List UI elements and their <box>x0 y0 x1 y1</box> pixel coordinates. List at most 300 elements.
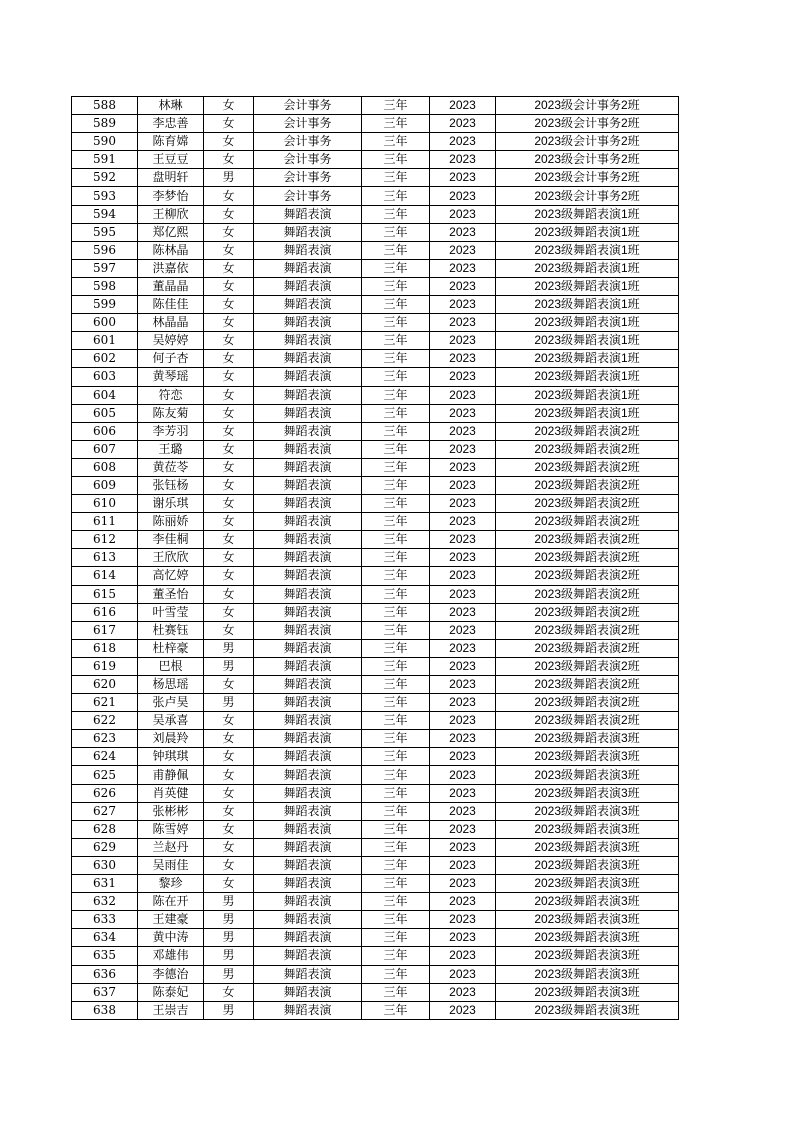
student-number-cell: 590 <box>72 133 138 151</box>
student-name-cell: 叶雪莹 <box>138 603 204 621</box>
table-row <box>72 513 679 531</box>
major-cell: 舞蹈表演 <box>254 368 362 386</box>
student-number-cell: 611 <box>72 513 138 531</box>
student-name-cell: 陈在开 <box>138 893 204 911</box>
enrollment-year-cell: 2023 <box>430 422 496 440</box>
table-row <box>72 531 679 549</box>
class-name-cell: 2023级舞蹈表演1班 <box>496 368 679 386</box>
student-number-cell: 624 <box>72 748 138 766</box>
student-name-cell: 王豆豆 <box>138 151 204 169</box>
enrollment-year-cell: 2023 <box>430 223 496 241</box>
table-row <box>72 748 679 766</box>
major-cell: 舞蹈表演 <box>254 350 362 368</box>
enrollment-year-cell: 2023 <box>430 277 496 295</box>
class-name-cell: 2023级舞蹈表演1班 <box>496 350 679 368</box>
student-name-cell: 郑亿熙 <box>138 223 204 241</box>
student-name-cell: 李忠善 <box>138 115 204 133</box>
student-name-cell: 陈佳佳 <box>138 296 204 314</box>
student-number-cell: 636 <box>72 965 138 983</box>
enrollment-year-cell: 2023 <box>430 513 496 531</box>
table-row <box>72 97 679 115</box>
gender-cell: 女 <box>204 513 254 531</box>
class-name-cell: 2023级会计事务2班 <box>496 151 679 169</box>
gender-cell: 女 <box>204 386 254 404</box>
table-row <box>72 947 679 965</box>
gender-cell: 女 <box>204 766 254 784</box>
enrollment-year-cell: 2023 <box>430 730 496 748</box>
major-cell: 舞蹈表演 <box>254 639 362 657</box>
enrollment-year-cell: 2023 <box>430 676 496 694</box>
enrollment-year-cell: 2023 <box>430 549 496 567</box>
table-row <box>72 603 679 621</box>
gender-cell: 女 <box>204 875 254 893</box>
enrollment-year-cell: 2023 <box>430 97 496 115</box>
class-name-cell: 2023级舞蹈表演2班 <box>496 621 679 639</box>
table-row <box>72 495 679 513</box>
major-cell: 舞蹈表演 <box>254 386 362 404</box>
student-number-cell: 588 <box>72 97 138 115</box>
student-name-cell: 张卢昊 <box>138 694 204 712</box>
program-length-cell: 三年 <box>362 277 430 295</box>
gender-cell: 男 <box>204 657 254 675</box>
student-name-cell: 何子杏 <box>138 350 204 368</box>
class-name-cell: 2023级舞蹈表演2班 <box>496 476 679 494</box>
class-name-cell: 2023级舞蹈表演2班 <box>496 603 679 621</box>
table-row <box>72 802 679 820</box>
gender-cell: 女 <box>204 314 254 332</box>
enrollment-year-cell: 2023 <box>430 657 496 675</box>
class-name-cell: 2023级舞蹈表演1班 <box>496 259 679 277</box>
program-length-cell: 三年 <box>362 133 430 151</box>
table-row <box>72 712 679 730</box>
student-name-cell: 巴根 <box>138 657 204 675</box>
gender-cell: 女 <box>204 476 254 494</box>
program-length-cell: 三年 <box>362 259 430 277</box>
gender-cell: 女 <box>204 549 254 567</box>
table-row <box>72 386 679 404</box>
student-number-cell: 591 <box>72 151 138 169</box>
table-row <box>72 784 679 802</box>
major-cell: 舞蹈表演 <box>254 531 362 549</box>
student-name-cell: 邓雄伟 <box>138 947 204 965</box>
gender-cell: 女 <box>204 621 254 639</box>
major-cell: 舞蹈表演 <box>254 784 362 802</box>
gender-cell: 女 <box>204 187 254 205</box>
program-length-cell: 三年 <box>362 223 430 241</box>
major-cell: 舞蹈表演 <box>254 205 362 223</box>
major-cell: 舞蹈表演 <box>254 476 362 494</box>
gender-cell: 女 <box>204 712 254 730</box>
enrollment-year-cell: 2023 <box>430 458 496 476</box>
enrollment-year-cell: 2023 <box>430 639 496 657</box>
student-number-cell: 619 <box>72 657 138 675</box>
enrollment-year-cell: 2023 <box>430 495 496 513</box>
student-number-cell: 604 <box>72 386 138 404</box>
class-name-cell: 2023级舞蹈表演2班 <box>496 440 679 458</box>
student-name-cell: 黎珍 <box>138 875 204 893</box>
enrollment-year-cell: 2023 <box>430 1001 496 1019</box>
gender-cell: 女 <box>204 332 254 350</box>
program-length-cell: 三年 <box>362 603 430 621</box>
class-name-cell: 2023级舞蹈表演3班 <box>496 983 679 1001</box>
enrollment-year-cell: 2023 <box>430 476 496 494</box>
program-length-cell: 三年 <box>362 766 430 784</box>
student-name-cell: 陈泰妃 <box>138 983 204 1001</box>
student-number-cell: 600 <box>72 314 138 332</box>
student-name-cell: 王建豪 <box>138 911 204 929</box>
class-name-cell: 2023级舞蹈表演2班 <box>496 549 679 567</box>
class-name-cell: 2023级舞蹈表演1班 <box>496 241 679 259</box>
program-length-cell: 三年 <box>362 784 430 802</box>
table-row <box>72 567 679 585</box>
student-name-cell: 黄莅苓 <box>138 458 204 476</box>
enrollment-year-cell: 2023 <box>430 820 496 838</box>
gender-cell: 男 <box>204 169 254 187</box>
program-length-cell: 三年 <box>362 115 430 133</box>
enrollment-year-cell: 2023 <box>430 585 496 603</box>
class-name-cell: 2023级舞蹈表演2班 <box>496 567 679 585</box>
class-name-cell: 2023级舞蹈表演1班 <box>496 332 679 350</box>
gender-cell: 女 <box>204 440 254 458</box>
gender-cell: 女 <box>204 368 254 386</box>
student-number-cell: 635 <box>72 947 138 965</box>
enrollment-year-cell: 2023 <box>430 983 496 1001</box>
student-roster-table <box>71 96 679 1020</box>
major-cell: 舞蹈表演 <box>254 856 362 874</box>
student-number-cell: 602 <box>72 350 138 368</box>
major-cell: 舞蹈表演 <box>254 495 362 513</box>
student-number-cell: 629 <box>72 838 138 856</box>
program-length-cell: 三年 <box>362 965 430 983</box>
student-number-cell: 593 <box>72 187 138 205</box>
student-number-cell: 630 <box>72 856 138 874</box>
gender-cell: 女 <box>204 585 254 603</box>
major-cell: 舞蹈表演 <box>254 947 362 965</box>
class-name-cell: 2023级舞蹈表演3班 <box>496 748 679 766</box>
student-number-cell: 621 <box>72 694 138 712</box>
major-cell: 舞蹈表演 <box>254 657 362 675</box>
major-cell: 会计事务 <box>254 187 362 205</box>
student-name-cell: 陈丽娇 <box>138 513 204 531</box>
program-length-cell: 三年 <box>362 1001 430 1019</box>
major-cell: 舞蹈表演 <box>254 730 362 748</box>
major-cell: 会计事务 <box>254 169 362 187</box>
class-name-cell: 2023级舞蹈表演3班 <box>496 947 679 965</box>
student-name-cell: 甫静佩 <box>138 766 204 784</box>
program-length-cell: 三年 <box>362 458 430 476</box>
enrollment-year-cell: 2023 <box>430 784 496 802</box>
program-length-cell: 三年 <box>362 621 430 639</box>
gender-cell: 女 <box>204 495 254 513</box>
student-number-cell: 614 <box>72 567 138 585</box>
enrollment-year-cell: 2023 <box>430 115 496 133</box>
major-cell: 舞蹈表演 <box>254 296 362 314</box>
major-cell: 舞蹈表演 <box>254 621 362 639</box>
program-length-cell: 三年 <box>362 820 430 838</box>
gender-cell: 男 <box>204 947 254 965</box>
enrollment-year-cell: 2023 <box>430 350 496 368</box>
enrollment-year-cell: 2023 <box>430 332 496 350</box>
student-name-cell: 陈雪婷 <box>138 820 204 838</box>
student-name-cell: 杨思瑶 <box>138 676 204 694</box>
class-name-cell: 2023级舞蹈表演3班 <box>496 730 679 748</box>
student-number-cell: 620 <box>72 676 138 694</box>
class-name-cell: 2023级舞蹈表演3班 <box>496 875 679 893</box>
student-number-cell: 625 <box>72 766 138 784</box>
class-name-cell: 2023级舞蹈表演2班 <box>496 712 679 730</box>
class-name-cell: 2023级舞蹈表演3班 <box>496 802 679 820</box>
enrollment-year-cell: 2023 <box>430 621 496 639</box>
gender-cell: 女 <box>204 241 254 259</box>
table-row <box>72 368 679 386</box>
student-name-cell: 高忆婷 <box>138 567 204 585</box>
table-row <box>72 259 679 277</box>
program-length-cell: 三年 <box>362 404 430 422</box>
table-row <box>72 169 679 187</box>
major-cell: 舞蹈表演 <box>254 1001 362 1019</box>
program-length-cell: 三年 <box>362 585 430 603</box>
gender-cell: 女 <box>204 223 254 241</box>
major-cell: 舞蹈表演 <box>254 513 362 531</box>
gender-cell: 女 <box>204 983 254 1001</box>
student-name-cell: 王欣欣 <box>138 549 204 567</box>
class-name-cell: 2023级舞蹈表演2班 <box>496 639 679 657</box>
program-length-cell: 三年 <box>362 676 430 694</box>
gender-cell: 女 <box>204 748 254 766</box>
gender-cell: 男 <box>204 694 254 712</box>
program-length-cell: 三年 <box>362 911 430 929</box>
program-length-cell: 三年 <box>362 639 430 657</box>
program-length-cell: 三年 <box>362 332 430 350</box>
student-number-cell: 589 <box>72 115 138 133</box>
class-name-cell: 2023级会计事务2班 <box>496 115 679 133</box>
gender-cell: 男 <box>204 639 254 657</box>
program-length-cell: 三年 <box>362 97 430 115</box>
student-name-cell: 杜赛钰 <box>138 621 204 639</box>
class-name-cell: 2023级舞蹈表演1班 <box>496 386 679 404</box>
program-length-cell: 三年 <box>362 730 430 748</box>
major-cell: 舞蹈表演 <box>254 712 362 730</box>
major-cell: 舞蹈表演 <box>254 766 362 784</box>
class-name-cell: 2023级舞蹈表演1班 <box>496 223 679 241</box>
enrollment-year-cell: 2023 <box>430 802 496 820</box>
major-cell: 舞蹈表演 <box>254 802 362 820</box>
enrollment-year-cell: 2023 <box>430 748 496 766</box>
table-row <box>72 332 679 350</box>
major-cell: 舞蹈表演 <box>254 911 362 929</box>
program-length-cell: 三年 <box>362 350 430 368</box>
student-name-cell: 王柳欣 <box>138 205 204 223</box>
enrollment-year-cell: 2023 <box>430 603 496 621</box>
student-number-cell: 617 <box>72 621 138 639</box>
class-name-cell: 2023级会计事务2班 <box>496 169 679 187</box>
program-length-cell: 三年 <box>362 694 430 712</box>
student-name-cell: 兰赵丹 <box>138 838 204 856</box>
table-row <box>72 983 679 1001</box>
enrollment-year-cell: 2023 <box>430 875 496 893</box>
class-name-cell: 2023级舞蹈表演3班 <box>496 838 679 856</box>
student-name-cell: 肖英健 <box>138 784 204 802</box>
enrollment-year-cell: 2023 <box>430 404 496 422</box>
table-row <box>72 856 679 874</box>
student-name-cell: 杜梓豪 <box>138 639 204 657</box>
major-cell: 舞蹈表演 <box>254 332 362 350</box>
enrollment-year-cell: 2023 <box>430 965 496 983</box>
gender-cell: 女 <box>204 115 254 133</box>
enrollment-year-cell: 2023 <box>430 856 496 874</box>
table-row <box>72 820 679 838</box>
major-cell: 舞蹈表演 <box>254 965 362 983</box>
table-row <box>72 1001 679 1019</box>
student-number-cell: 622 <box>72 712 138 730</box>
enrollment-year-cell: 2023 <box>430 929 496 947</box>
table-row <box>72 133 679 151</box>
major-cell: 舞蹈表演 <box>254 241 362 259</box>
student-number-cell: 631 <box>72 875 138 893</box>
roster-body <box>72 97 679 1020</box>
program-length-cell: 三年 <box>362 205 430 223</box>
student-number-cell: 638 <box>72 1001 138 1019</box>
major-cell: 舞蹈表演 <box>254 820 362 838</box>
gender-cell: 女 <box>204 296 254 314</box>
major-cell: 舞蹈表演 <box>254 259 362 277</box>
table-row <box>72 657 679 675</box>
gender-cell: 女 <box>204 567 254 585</box>
enrollment-year-cell: 2023 <box>430 133 496 151</box>
program-length-cell: 三年 <box>362 893 430 911</box>
student-number-cell: 634 <box>72 929 138 947</box>
table-row <box>72 422 679 440</box>
student-name-cell: 张钰杨 <box>138 476 204 494</box>
program-length-cell: 三年 <box>362 187 430 205</box>
major-cell: 舞蹈表演 <box>254 838 362 856</box>
student-name-cell: 王璐 <box>138 440 204 458</box>
program-length-cell: 三年 <box>362 513 430 531</box>
gender-cell: 男 <box>204 911 254 929</box>
program-length-cell: 三年 <box>362 151 430 169</box>
table-row <box>72 893 679 911</box>
class-name-cell: 2023级会计事务2班 <box>496 97 679 115</box>
gender-cell: 女 <box>204 350 254 368</box>
table-row <box>72 350 679 368</box>
gender-cell: 女 <box>204 838 254 856</box>
gender-cell: 女 <box>204 784 254 802</box>
major-cell: 舞蹈表演 <box>254 277 362 295</box>
student-name-cell: 董圣怡 <box>138 585 204 603</box>
program-length-cell: 三年 <box>362 748 430 766</box>
student-name-cell: 盘明轩 <box>138 169 204 187</box>
student-number-cell: 633 <box>72 911 138 929</box>
table-row <box>72 241 679 259</box>
class-name-cell: 2023级舞蹈表演1班 <box>496 404 679 422</box>
gender-cell: 女 <box>204 802 254 820</box>
enrollment-year-cell: 2023 <box>430 205 496 223</box>
student-name-cell: 陈林晶 <box>138 241 204 259</box>
student-number-cell: 603 <box>72 368 138 386</box>
class-name-cell: 2023级舞蹈表演2班 <box>496 495 679 513</box>
student-number-cell: 594 <box>72 205 138 223</box>
program-length-cell: 三年 <box>362 549 430 567</box>
class-name-cell: 2023级舞蹈表演1班 <box>496 314 679 332</box>
major-cell: 舞蹈表演 <box>254 748 362 766</box>
table-row <box>72 223 679 241</box>
student-number-cell: 628 <box>72 820 138 838</box>
student-number-cell: 613 <box>72 549 138 567</box>
major-cell: 舞蹈表演 <box>254 549 362 567</box>
class-name-cell: 2023级舞蹈表演2班 <box>496 585 679 603</box>
class-name-cell: 2023级舞蹈表演1班 <box>496 205 679 223</box>
student-number-cell: 612 <box>72 531 138 549</box>
student-name-cell: 吴雨佳 <box>138 856 204 874</box>
student-number-cell: 615 <box>72 585 138 603</box>
class-name-cell: 2023级舞蹈表演2班 <box>496 458 679 476</box>
student-name-cell: 谢乐琪 <box>138 495 204 513</box>
gender-cell: 女 <box>204 730 254 748</box>
table-row <box>72 314 679 332</box>
gender-cell: 女 <box>204 676 254 694</box>
enrollment-year-cell: 2023 <box>430 694 496 712</box>
student-name-cell: 符恋 <box>138 386 204 404</box>
class-name-cell: 2023级舞蹈表演2班 <box>496 657 679 675</box>
student-number-cell: 601 <box>72 332 138 350</box>
program-length-cell: 三年 <box>362 983 430 1001</box>
student-number-cell: 605 <box>72 404 138 422</box>
class-name-cell: 2023级舞蹈表演2班 <box>496 694 679 712</box>
major-cell: 会计事务 <box>254 133 362 151</box>
gender-cell: 女 <box>204 259 254 277</box>
student-name-cell: 董晶晶 <box>138 277 204 295</box>
student-name-cell: 林晶晶 <box>138 314 204 332</box>
class-name-cell: 2023级舞蹈表演3班 <box>496 893 679 911</box>
class-name-cell: 2023级舞蹈表演3班 <box>496 911 679 929</box>
student-name-cell: 李梦怡 <box>138 187 204 205</box>
program-length-cell: 三年 <box>362 875 430 893</box>
major-cell: 舞蹈表演 <box>254 314 362 332</box>
student-number-cell: 598 <box>72 277 138 295</box>
major-cell: 舞蹈表演 <box>254 567 362 585</box>
table-row <box>72 187 679 205</box>
class-name-cell: 2023级舞蹈表演2班 <box>496 422 679 440</box>
class-name-cell: 2023级会计事务2班 <box>496 133 679 151</box>
enrollment-year-cell: 2023 <box>430 169 496 187</box>
table-row <box>72 296 679 314</box>
major-cell: 舞蹈表演 <box>254 223 362 241</box>
major-cell: 会计事务 <box>254 97 362 115</box>
table-row <box>72 115 679 133</box>
table-row <box>72 911 679 929</box>
gender-cell: 女 <box>204 458 254 476</box>
class-name-cell: 2023级舞蹈表演1班 <box>496 277 679 295</box>
student-number-cell: 610 <box>72 495 138 513</box>
table-row <box>72 621 679 639</box>
major-cell: 会计事务 <box>254 115 362 133</box>
class-name-cell: 2023级舞蹈表演3班 <box>496 766 679 784</box>
class-name-cell: 2023级舞蹈表演3班 <box>496 856 679 874</box>
student-number-cell: 623 <box>72 730 138 748</box>
student-number-cell: 607 <box>72 440 138 458</box>
student-name-cell: 李德治 <box>138 965 204 983</box>
class-name-cell: 2023级舞蹈表演3班 <box>496 784 679 802</box>
gender-cell: 女 <box>204 531 254 549</box>
program-length-cell: 三年 <box>362 802 430 820</box>
class-name-cell: 2023级舞蹈表演2班 <box>496 513 679 531</box>
student-name-cell: 林琳 <box>138 97 204 115</box>
gender-cell: 女 <box>204 205 254 223</box>
student-name-cell: 李佳桐 <box>138 531 204 549</box>
student-number-cell: 609 <box>72 476 138 494</box>
enrollment-year-cell: 2023 <box>430 947 496 965</box>
table-row <box>72 929 679 947</box>
